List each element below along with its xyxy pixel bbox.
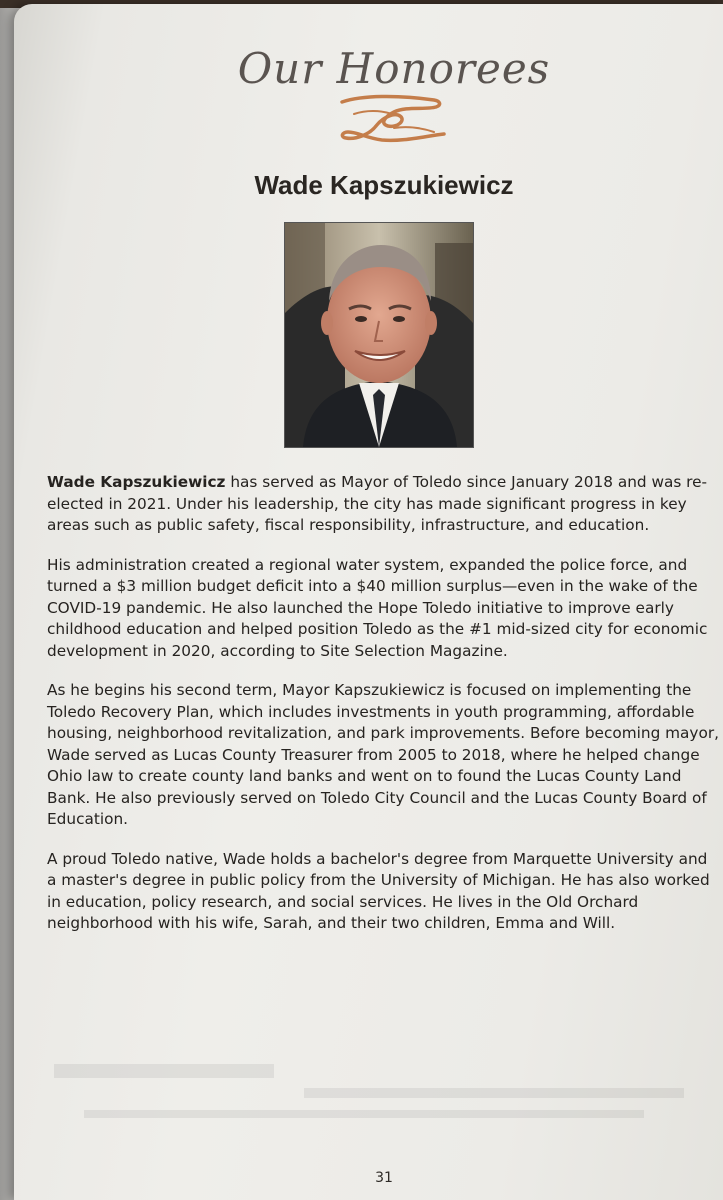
bio-lead-name: Wade Kapszukiewicz	[47, 473, 226, 491]
portrait-photo-icon	[285, 223, 473, 447]
page-number: 31	[375, 1170, 393, 1186]
biography	[47, 472, 719, 953]
bio-paragraph-3: As he begins his second term, Mayor Kapszukiewicz is focused on implementing the Toledo Recovery Plan, which includes investments in youth programming, affordable housing, neighborhood revitalization, and park improvements. Before becoming mayor, Wade served as Lucas County Treasurer from 2005 to 2018, where he helped change Ohio law to create county land banks and went on to found the Lucas County Land Bank. He also previously served on Toledo City Council and the Lucas County Board of Education.	[47, 681, 719, 828]
portrait-photo	[284, 222, 474, 448]
booklet-page	[14, 4, 723, 1200]
show-through-texture	[44, 1054, 704, 1134]
bio-paragraph-1-text: has served as Mayor of Toledo since January 2018 and was re-elected in 2021. Under his leadership, the city has made significant progress in key areas such as public safety, fiscal responsibility, infrastructure, and education.	[47, 473, 708, 534]
flourish-ornament-icon	[336, 92, 448, 150]
bio-paragraph-1	[47, 472, 719, 537]
bio-paragraph-4: A proud Toledo native, Wade holds a bachelor's degree from Marquette University and a master's degree in public policy from the University of Michigan. He has also worked in education, policy research, and social services. He lives in the Old Orchard neighborhood with his wife, Sarah, and their two children, Emma and Will.	[47, 849, 710, 932]
section-heading: Our Honorees	[237, 44, 551, 93]
bio-paragraph-2: His administration created a regional water system, expanded the police force, and turned a $3 million budget deficit into a $40 million surplus—even in the wake of the COVID-19 pandemic. He also launched the Hope Toledo initiative to improve early childhood education and helped position Toledo as the #1 mid-sized city for economic development in 2020, according to Site Selection Magazine.	[47, 555, 708, 660]
honoree-name: Wade Kapszukiewicz	[254, 170, 514, 200]
